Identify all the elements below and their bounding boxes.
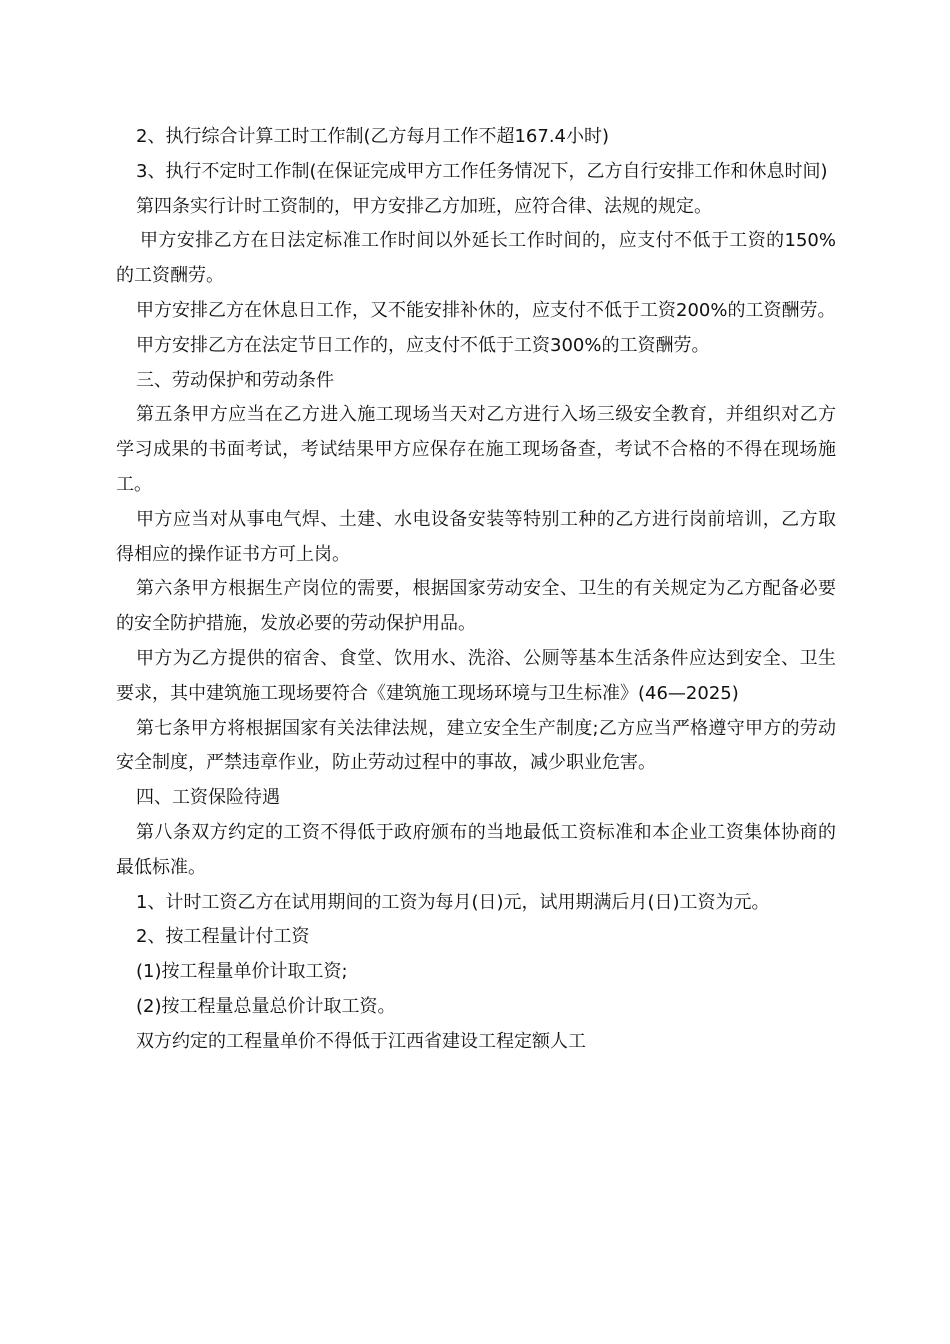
section-heading-4: 四、工资保险待遇 bbox=[136, 787, 280, 809]
special-trades-training-paragraph: 甲方应当对从事电气焊、土建、水电设备安装等特别工种的乙方进行岗前培训，乙方取得相应的操作证书方可上岗。 bbox=[116, 508, 836, 565]
article-4: 第四条实行计时工资制的，甲方安排乙方加班，应符合律、法规的规定。 bbox=[136, 195, 712, 217]
wage-subitem-1: (1)按工程量单价计取工资; bbox=[136, 961, 348, 983]
living-conditions-paragraph: 甲方为乙方提供的宿舍、食堂、饮用水、洗浴、公厕等基本生活条件应达到安全、卫生要求，其中建筑施工现场要符合《建筑施工现场环境与卫生标准》(46—2025) bbox=[116, 647, 836, 704]
article-7: 第七条甲方将根据国家有关法律法规，建立安全生产制度;乙方应当严格遵守甲方的劳动安全制度，严禁违章作业，防止劳动过程中的事故，减少职业危害。 bbox=[116, 717, 836, 774]
document-body bbox=[116, 120, 836, 1060]
article-6: 第六条甲方根据生产岗位的需要，根据国家劳动安全、卫生的有关规定为乙方配备必要的安全防护措施，发放必要的劳动保护用品。 bbox=[116, 578, 836, 635]
wage-item-1: 1、计时工资乙方在试用期间的工资为每月(日)元，试用期满后月(日)工资为元。 bbox=[136, 891, 770, 913]
wage-item-2: 2、按工程量计付工资 bbox=[136, 926, 310, 948]
paragraph-item-2: 2、执行综合计算工时工作制(乙方每月工作不超167.4小时) bbox=[136, 126, 610, 147]
overtime-rest-day-paragraph: 甲方安排乙方在休息日工作，又不能安排补休的，应支付不低于工资200%的工资酬劳。 bbox=[136, 299, 836, 321]
overtime-weekday-paragraph: 甲方安排乙方在日法定标准工作时间以外延长工作时间的，应支付不低于工资的150%的工资酬劳。 bbox=[116, 230, 836, 287]
wage-subitem-2: (2)按工程量总量总价计取工资。 bbox=[136, 995, 396, 1017]
section-heading-3: 三、劳动保护和劳动条件 bbox=[136, 369, 334, 391]
article-8: 第八条双方约定的工资不得低于政府颁布的当地最低工资标准和本企业工资集体协商的最低标准。 bbox=[116, 821, 836, 878]
overtime-holiday-paragraph: 甲方安排乙方在法定节日工作的，应支付不低于工资300%的工资酬劳。 bbox=[136, 334, 710, 356]
unit-price-paragraph: 双方约定的工程量单价不得低于江西省建设工程定额人工 bbox=[136, 1030, 586, 1052]
paragraph-item-3: 3、执行不定时工作制(在保证完成甲方工作任务情况下，乙方自行安排工作和休息时间) bbox=[136, 160, 828, 182]
article-5: 第五条甲方应当在乙方进入施工现场当天对乙方进行入场三级安全教育，并组织对乙方学习成果的书面考试，考试结果甲方应保存在施工现场备查，考试不合格的不得在现场施工。 bbox=[116, 404, 836, 495]
